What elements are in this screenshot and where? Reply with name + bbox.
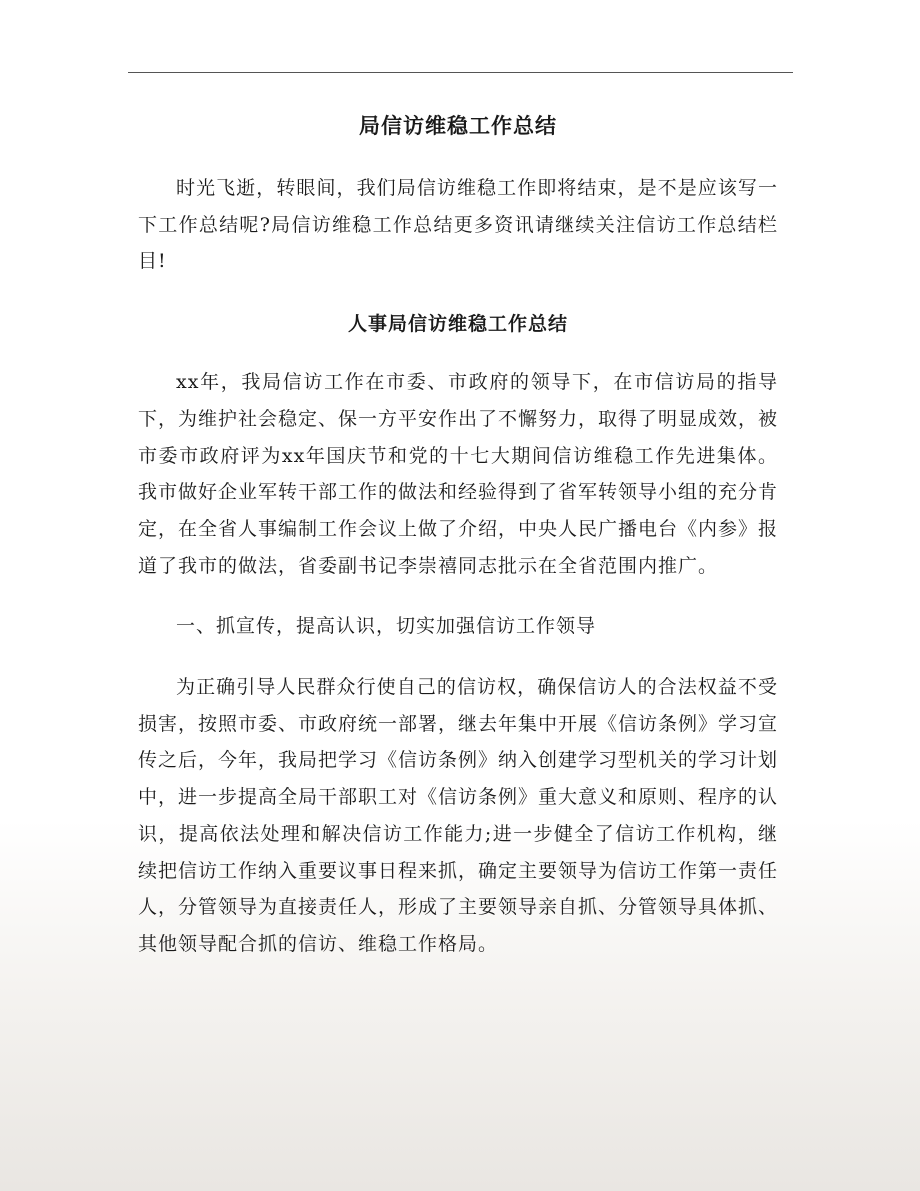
header-rule [128, 72, 793, 73]
body-paragraph-1: xx年，我局信访工作在市委、市政府的领导下，在市信访局的指导下，为维护社会稳定、保一方平安作出了不懈努力，取得了明显成效，被市委市政府评为xx年国庆节和党的十七大期间信访维稳工作先进集体。我市做好企业军转干部工作的做法和经验得到了省军转领导小组的充分肯定，在全省人事编制工作会议上做了介绍，中央人民广播电台《内参》报道了我市的做法，省委副书记李崇禧同志批示在全省范围内推广。 [138, 371, 779, 577]
document-body [138, 108, 778, 963]
document-title: 局信访维稳工作总结 [359, 113, 557, 138]
section-subtitle: 人事局信访维稳工作总结 [347, 313, 568, 336]
body-paragraph-2: 为正确引导人民群众行使自己的信访权，确保信访人的合法权益不受损害，按照市委、市政府统一部署，继去年集中开展《信访条例》学习宣传之后，今年，我局把学习《信访条例》纳入创建学习型机关的学习计划中，进一步提高全局干部职工对《信访条例》重大意义和原则、程序的认识，提高依法处理和解决信访工作能力;进一步健全了信访工作机构，继续把信访工作纳入重要议事日程来抓，确定主要领导为信访工作第一责任人，分管领导为直接责任人，形成了主要领导亲自抓、分管领导具体抓、其他领导配合抓的信访、维稳工作格局。 [138, 676, 779, 955]
intro-paragraph: 时光飞逝，转眼间，我们局信访维稳工作即将结束，是不是应该写一下工作总结呢?局信访维稳工作总结更多资讯请继续关注信访工作总结栏目! [138, 177, 778, 273]
section-heading: 一、抓宣传，提高认识，切实加强信访工作领导 [176, 615, 597, 638]
